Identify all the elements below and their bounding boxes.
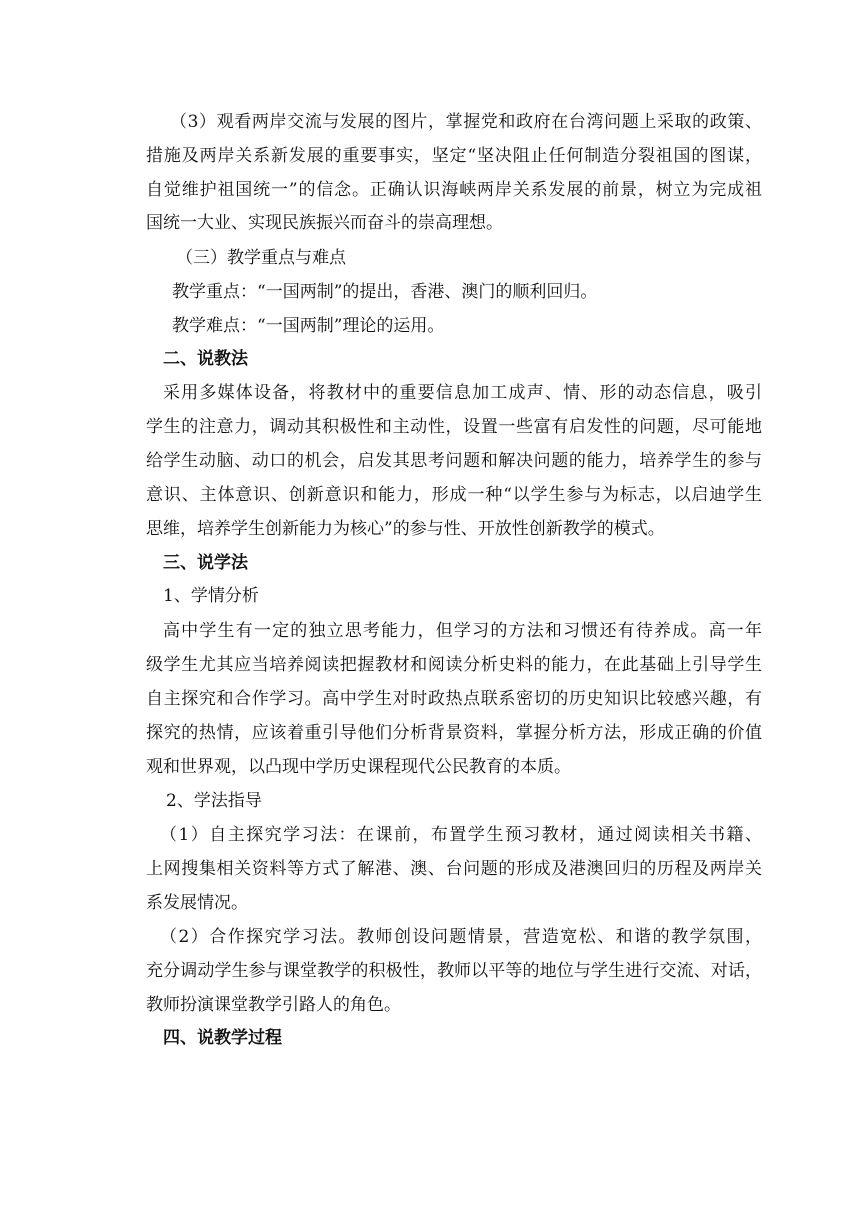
paragraph-line: （3）观看两岸交流与发展的图片，掌握党和政府在台湾问题上采取的政策、 bbox=[170, 112, 762, 132]
section-heading: 三、说学法 bbox=[163, 553, 248, 573]
paragraph-line: 思维，培养学生创新能力为核心”的参与性、开放性创新教学的模式。 bbox=[146, 519, 665, 539]
paragraph-line: 教学重点：“一国两制”的提出，香港、澳门的顺利回归。 bbox=[172, 282, 598, 302]
paragraph-line: 级学生尤其应当培养阅读把握教材和阅读分析史料的能力，在此基础上引导学生 bbox=[146, 655, 762, 675]
paragraph-line: 教学难点：“一国两制”理论的运用。 bbox=[172, 316, 445, 336]
paragraph-line: 探究的热情，应该着重引导他们分析背景资料，掌握分析方法，形成正确的价值 bbox=[146, 723, 762, 743]
paragraph-line: 自主探究和合作学习。高中学生对时政热点联系密切的历史知识比较感兴趣，有 bbox=[146, 689, 762, 709]
paragraph-line: 系发展情况。 bbox=[146, 893, 248, 913]
paragraph-line: 采用多媒体设备，将教材中的重要信息加工成声、情、形的动态信息，吸引 bbox=[163, 383, 762, 403]
paragraph-line: 意识、主体意识、创新意识和能力，形成一种“以学生参与为标志，以启迪学生 bbox=[146, 485, 762, 505]
section-heading: （三）教学重点与难点 bbox=[176, 248, 346, 268]
paragraph-line: 上网搜集相关资料等方式了解港、澳、台问题的形成及港澳回归的历程及两岸关 bbox=[146, 859, 762, 879]
subsection-heading: 2、学法指导 bbox=[166, 791, 262, 811]
section-heading: 二、说教法 bbox=[163, 349, 248, 369]
paragraph-line: （2）合作探究学习法。教师创设问题情景，营造宽松、和谐的教学氛围， bbox=[160, 927, 762, 947]
paragraph-line: 高中学生有一定的独立思考能力，但学习的方法和习惯还有待养成。高一年 bbox=[163, 621, 762, 641]
paragraph-line: 观和世界观，以凸现中学历史课程现代公民教育的本质。 bbox=[146, 757, 571, 777]
section-heading: 四、说教学过程 bbox=[163, 1028, 282, 1048]
paragraph-line: （1）自主探究学习法：在课前，布置学生预习教材，通过阅读相关书籍、 bbox=[160, 825, 762, 845]
paragraph-line: 国统一大业、实现民族振兴而奋斗的崇高理想。 bbox=[146, 213, 503, 233]
paragraph-line: 自觉维护祖国统一”的信念。正确认识海峡两岸关系发展的前景，树立为完成祖 bbox=[146, 180, 762, 200]
paragraph-line: 学生的注意力，调动其积极性和主动性，设置一些富有启发性的问题，尽可能地 bbox=[146, 417, 762, 437]
paragraph-line: 给学生动脑、动口的机会，启发其思考问题和解决问题的能力，培养学生的参与 bbox=[146, 451, 762, 471]
paragraph-line: 充分调动学生参与课堂教学的积极性，教师以平等的地位与学生进行交流、对话， bbox=[146, 961, 762, 981]
subsection-heading: 1、学情分析 bbox=[163, 586, 259, 606]
paragraph-line: 措施及两岸关系新发展的重要事实，坚定“坚决阻止任何制造分裂祖国的图谋， bbox=[146, 146, 762, 166]
paragraph-line: 教师扮演课堂教学引路人的角色。 bbox=[146, 995, 401, 1015]
